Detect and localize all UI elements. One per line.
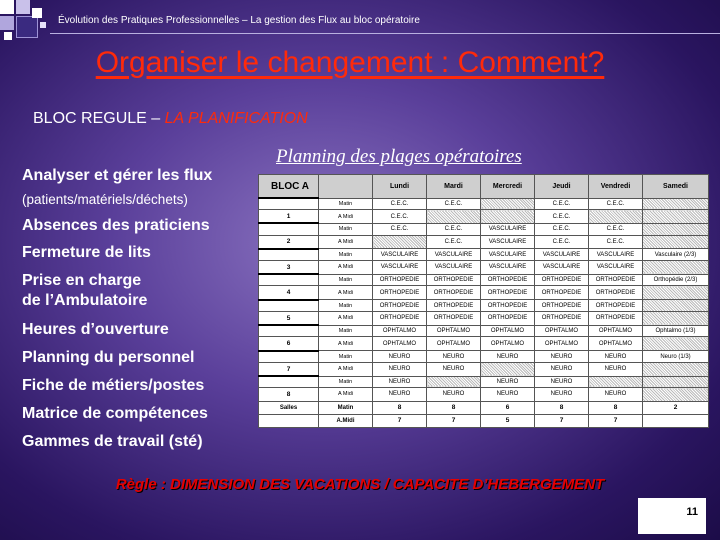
table-cell: ORTHOPEDIE <box>373 274 427 286</box>
table-cell: A Midi <box>319 210 373 224</box>
table-cell: C.E.C. <box>373 198 427 210</box>
table-cell: VASCULAIRE <box>535 249 589 261</box>
table-cell: ORTHOPEDIE <box>481 286 535 300</box>
table-cell: Matin <box>319 376 373 388</box>
list-item-flux-detail: (patients/matériels/déchets) <box>22 192 188 207</box>
table-cell: Matin <box>319 300 373 312</box>
planning-title: Planning des plages opératoires <box>276 146 522 167</box>
table-cell: ORTHOPEDIE <box>589 286 643 300</box>
table-cell <box>643 362 709 376</box>
table-cell: ORTHOPEDIE <box>373 300 427 312</box>
header-divider <box>50 33 720 34</box>
table-cell: NEURO <box>427 362 481 376</box>
table-cell <box>427 376 481 388</box>
table-row <box>259 325 709 337</box>
table-cell <box>643 235 709 249</box>
table-cell <box>259 274 319 286</box>
table-row <box>259 376 709 388</box>
table-cell: C.E.C. <box>427 198 481 210</box>
table-cell: A Midi <box>319 286 373 300</box>
table-header-cell: Lundi <box>373 175 427 199</box>
table-cell: C.E.C. <box>427 235 481 249</box>
table-cell: 4 <box>259 286 319 300</box>
list-item-heures-ouverture: Heures d’ouverture <box>22 321 169 338</box>
table-row <box>259 260 709 274</box>
table-header-cell: Mardi <box>427 175 481 199</box>
table-cell <box>259 351 319 363</box>
table-cell: C.E.C. <box>373 210 427 224</box>
table-row <box>259 311 709 325</box>
decorative-square <box>40 22 46 28</box>
table-cell: VASCULAIRE <box>589 249 643 261</box>
subtitle-prefix: BLOC REGULE – <box>33 110 165 127</box>
table-cell: ORTHOPEDIE <box>535 274 589 286</box>
table-cell: 1 <box>259 210 319 224</box>
subtitle-highlight: LA PLANIFICATION <box>164 110 308 127</box>
list-item-prise-en-charge: Prise en charge <box>22 272 142 289</box>
table-cell: Matin <box>319 351 373 363</box>
table-cell <box>259 325 319 337</box>
table-cell: C.E.C. <box>589 223 643 235</box>
table-cell: NEURO <box>427 351 481 363</box>
subtitle <box>33 110 308 128</box>
table-cell <box>259 376 319 388</box>
table-row <box>259 362 709 376</box>
table-cell <box>481 198 535 210</box>
table-cell: 5 <box>259 311 319 325</box>
list-item-fiche-metiers: Fiche de métiers/postes <box>22 377 205 394</box>
table-cell: OPHTALMO <box>427 325 481 337</box>
table-cell <box>373 235 427 249</box>
table-row <box>259 274 709 286</box>
decorative-square <box>16 0 30 14</box>
table-footer-row <box>259 401 709 414</box>
decorative-square <box>0 0 14 14</box>
table-footer-cell: 8 <box>535 401 589 414</box>
table-cell <box>643 210 709 224</box>
table-cell: C.E.C. <box>535 223 589 235</box>
table-footer-cell: 5 <box>481 414 535 427</box>
table-cell: VASCULAIRE <box>481 260 535 274</box>
table-footer-cell <box>643 414 709 427</box>
table-cell: ORTHOPEDIE <box>481 311 535 325</box>
table-cell: ORTHOPEDIE <box>589 300 643 312</box>
table-cell: Matin <box>319 249 373 261</box>
table-cell: 8 <box>259 388 319 401</box>
list-item-absences: Absences des praticiens <box>22 217 210 234</box>
table-cell <box>643 388 709 401</box>
table-cell: A Midi <box>319 388 373 401</box>
table-cell: ORTHOPEDIE <box>535 300 589 312</box>
table-cell: OPHTALMO <box>481 337 535 351</box>
list-item-ambulatoire: de l’Ambulatoire <box>22 292 148 309</box>
table-cell: C.E.C. <box>373 223 427 235</box>
table-cell: A Midi <box>319 362 373 376</box>
table-cell: 7 <box>259 362 319 376</box>
table-cell: NEURO <box>481 351 535 363</box>
table-header-cell: Jeudi <box>535 175 589 199</box>
table-cell: 3 <box>259 260 319 274</box>
table-cell: NEURO <box>589 351 643 363</box>
table-footer-cell: 7 <box>427 414 481 427</box>
table-footer-cell: Matin <box>319 401 373 414</box>
table-cell: A Midi <box>319 337 373 351</box>
table-row <box>259 300 709 312</box>
table-cell: C.E.C. <box>535 235 589 249</box>
table-cell: ORTHOPEDIE <box>535 286 589 300</box>
table-header-row <box>259 175 709 199</box>
decorative-square <box>0 16 14 30</box>
table-cell: C.E.C. <box>589 198 643 210</box>
table-cell: VASCULAIRE <box>427 260 481 274</box>
table-footer-cell: 7 <box>373 414 427 427</box>
table-cell: ORTHOPEDIE <box>373 311 427 325</box>
table-cell <box>643 300 709 312</box>
table-cell: C.E.C. <box>427 223 481 235</box>
table-cell: ORTHOPEDIE <box>427 300 481 312</box>
table-cell: C.E.C. <box>535 198 589 210</box>
table-cell: A Midi <box>319 235 373 249</box>
table-cell: NEURO <box>535 376 589 388</box>
table-cell <box>427 210 481 224</box>
table-footer-cell <box>259 414 319 427</box>
table-cell: VASCULAIRE <box>481 249 535 261</box>
table-cell: VASCULAIRE <box>373 249 427 261</box>
table-cell: ORTHOPEDIE <box>427 286 481 300</box>
table-cell: OPHTALMO <box>535 325 589 337</box>
table-cell: ORTHOPEDIE <box>481 300 535 312</box>
table-cell: OPHTALMO <box>373 325 427 337</box>
table-cell: A Midi <box>319 311 373 325</box>
table-cell <box>643 376 709 388</box>
table-cell: Neuro (1/3) <box>643 351 709 363</box>
table-cell <box>481 210 535 224</box>
list-item-matrice-competences: Matrice de compétences <box>22 405 208 422</box>
table-cell: ORTHOPEDIE <box>589 311 643 325</box>
decorative-square <box>16 16 38 38</box>
table-cell: OPHTALMO <box>481 325 535 337</box>
table-header-cell <box>319 175 373 199</box>
header-text: Évolution des Pratiques Professionnelles – La gestion des Flux au bloc opératoire <box>58 15 420 26</box>
decorative-square <box>32 8 42 18</box>
table-cell: VASCULAIRE <box>481 223 535 235</box>
table-cell: VASCULAIRE <box>373 260 427 274</box>
table-cell <box>259 249 319 261</box>
table-footer-cell: 2 <box>643 401 709 414</box>
list-item-gammes-travail: Gammes de travail (sté) <box>22 433 203 450</box>
table-row <box>259 198 709 210</box>
table-cell <box>643 223 709 235</box>
table-cell: OPHTALMO <box>589 325 643 337</box>
table-cell: NEURO <box>373 388 427 401</box>
table-cell: Matin <box>319 274 373 286</box>
table-cell <box>589 376 643 388</box>
table-cell: NEURO <box>373 351 427 363</box>
table-header-cell: BLOC A <box>259 175 319 199</box>
table-cell: NEURO <box>589 362 643 376</box>
table-cell <box>643 260 709 274</box>
table-footer-row <box>259 414 709 427</box>
table-cell <box>643 198 709 210</box>
table-cell <box>481 362 535 376</box>
rule-text: Règle : DIMENSION DES VACATIONS / CAPACITE D’HEBERGEMENT <box>115 476 605 493</box>
table-cell: NEURO <box>481 376 535 388</box>
table-row <box>259 249 709 261</box>
table-cell: 2 <box>259 235 319 249</box>
table-cell <box>259 300 319 312</box>
table-cell: OPHTALMO <box>535 337 589 351</box>
table-cell <box>643 286 709 300</box>
table-cell: VASCULAIRE <box>481 235 535 249</box>
page-number-box <box>638 498 706 534</box>
table-footer-cell: 7 <box>589 414 643 427</box>
table-row <box>259 337 709 351</box>
table-footer-cell: 8 <box>373 401 427 414</box>
table-cell: VASCULAIRE <box>535 260 589 274</box>
table-cell: NEURO <box>481 388 535 401</box>
table-cell: Matin <box>319 223 373 235</box>
table-footer-cell: 7 <box>535 414 589 427</box>
table-row <box>259 351 709 363</box>
table-cell <box>643 337 709 351</box>
table-cell: Vasculaire (2/3) <box>643 249 709 261</box>
table-cell: ORTHOPEDIE <box>481 274 535 286</box>
table-row <box>259 286 709 300</box>
table-cell: Ophtalmo (1/3) <box>643 325 709 337</box>
table-cell: NEURO <box>373 362 427 376</box>
table-cell: ORTHOPEDIE <box>427 311 481 325</box>
table-cell: OPHTALMO <box>589 337 643 351</box>
table-cell <box>259 223 319 235</box>
table-cell: A Midi <box>319 260 373 274</box>
table-cell: NEURO <box>589 388 643 401</box>
table-cell: ORTHOPEDIE <box>535 311 589 325</box>
table-cell: ORTHOPEDIE <box>427 274 481 286</box>
table-cell: NEURO <box>535 362 589 376</box>
table-footer-cell: 8 <box>589 401 643 414</box>
table-cell: NEURO <box>373 376 427 388</box>
table-cell: NEURO <box>535 388 589 401</box>
decorative-square <box>4 32 12 40</box>
list-item-planning-personnel: Planning du personnel <box>22 349 195 366</box>
table-cell: C.E.C. <box>589 235 643 249</box>
table-header-cell: Mercredi <box>481 175 535 199</box>
slide-title: Organiser le changement : Comment? <box>95 46 605 79</box>
table-cell <box>643 311 709 325</box>
table-cell <box>259 198 319 210</box>
table-footer-cell: Salles <box>259 401 319 414</box>
page-number: 11 <box>686 506 698 518</box>
table-cell: NEURO <box>535 351 589 363</box>
table-header-cell: Samedi <box>643 175 709 199</box>
table-footer-cell: 8 <box>427 401 481 414</box>
table-cell: C.E.C. <box>535 210 589 224</box>
list-item-fermeture-lits: Fermeture de lits <box>22 244 151 261</box>
table-cell: ORTHOPEDIE <box>373 286 427 300</box>
table-header-cell: Vendredi <box>589 175 643 199</box>
table-row <box>259 210 709 224</box>
table-cell: OPHTALMO <box>427 337 481 351</box>
planning-table <box>258 174 708 428</box>
table-cell: Orthopédie (2/3) <box>643 274 709 286</box>
table-cell: OPHTALMO <box>373 337 427 351</box>
table-cell: 6 <box>259 337 319 351</box>
table-cell: VASCULAIRE <box>427 249 481 261</box>
table-cell: Matin <box>319 325 373 337</box>
table-cell: VASCULAIRE <box>589 260 643 274</box>
table-footer-cell: A.Midi <box>319 414 373 427</box>
table-cell: Matin <box>319 198 373 210</box>
list-item-analyser-flux: Analyser et gérer les flux <box>22 167 213 184</box>
table-row <box>259 223 709 235</box>
table-row <box>259 388 709 401</box>
table-row <box>259 235 709 249</box>
table-cell: ORTHOPEDIE <box>589 274 643 286</box>
table-cell: NEURO <box>427 388 481 401</box>
table-cell <box>589 210 643 224</box>
table-footer-cell: 6 <box>481 401 535 414</box>
